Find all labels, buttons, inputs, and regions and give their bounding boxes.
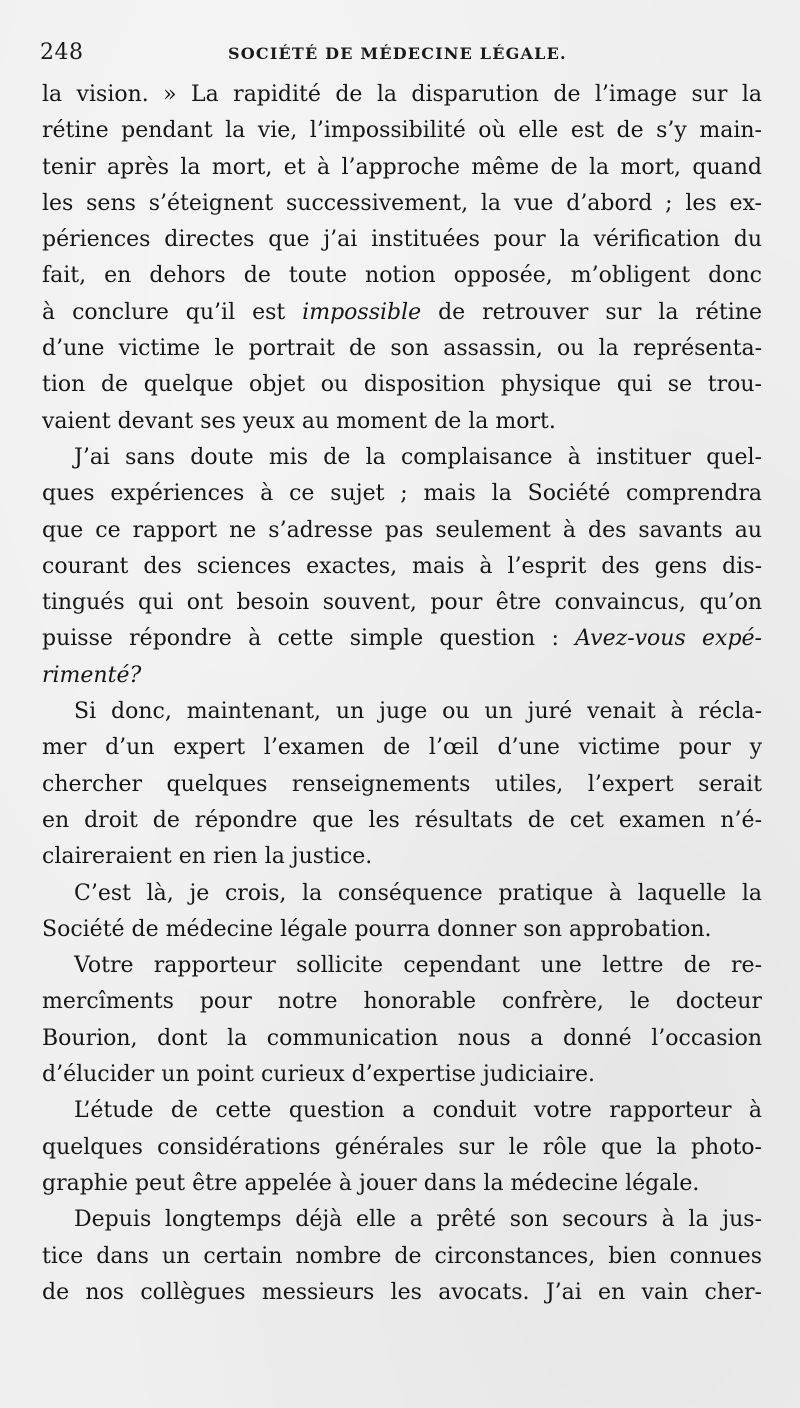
text-line: la vision. » La rapidité de la disparution de l’image sur la <box>42 82 762 107</box>
text-line: Si donc, maintenant, un juge ou un juré venait à récla- <box>74 699 762 725</box>
text-line: claireraient en rien la justice. <box>42 844 373 870</box>
text-line: Société de médecine légale pourra donner son approbation. <box>42 916 712 942</box>
text-line: tice dans un certain nombre de circonstances, bien connues <box>42 1243 762 1269</box>
text-line: fait, en dehors de toute notion opposée, m’obligent donc <box>42 263 762 289</box>
text-line: puisse répondre à cette simple question : Avez-vous expé- <box>42 626 762 652</box>
text-line: les sens s’éteignent successivement, la vue d’abord ; les ex- <box>42 190 762 216</box>
text-line: courant des sciences exactes, mais à l’esprit des gens dis- <box>42 553 762 579</box>
italic-phrase: Avez-vous expé- <box>575 626 762 652</box>
text-line: tion de quelque objet ou disposition physique qui se trou- <box>42 372 762 398</box>
text-line: Votre rapporteur sollicite cependant une lettre de re- <box>74 953 762 979</box>
text-line: mercîments pour notre honorable confrère, le docteur <box>42 989 762 1015</box>
text-line: que ce rapport ne s’adresse pas seulement à des savants au <box>42 517 762 543</box>
text-line: tingués qui ont besoin souvent, pour être convaincus, qu’on <box>42 590 762 616</box>
text-line: Depuis longtemps déjà elle a prêté son secours à la jus- <box>74 1207 762 1233</box>
text-line: d’élucider un point curieux d’expertise judiciaire. <box>42 1062 596 1088</box>
text-line: chercher quelques renseignements utiles, l’expert serait <box>42 771 762 797</box>
page-number: 248 <box>40 40 84 65</box>
body-text <box>42 77 762 1311</box>
text-line <box>42 658 762 694</box>
text-line: d’une victime le portrait de son assassin, ou la représenta- <box>42 336 762 362</box>
text-line: à conclure qu’il est impossible de retrouver sur la rétine <box>42 299 762 325</box>
text-line: quelques considérations générales sur le rôle que la photo- <box>42 1134 762 1160</box>
text-line: périences directes que j’ai instituées pour la vérification du <box>42 227 762 253</box>
text-line: rétine pendant la vie, l’impossibilité où elle est de s’y main- <box>42 118 762 144</box>
text-line: vaient devant ses yeux au moment de la mort. <box>42 408 556 434</box>
page-header <box>40 36 760 76</box>
text-line: ques expériences à ce sujet ; mais la Société comprendra <box>42 481 762 507</box>
text-line: tenir après la mort, et à l’approche même de la mort, quand <box>42 154 762 180</box>
text-line: mer d’un expert l’examen de l’œil d’une victime pour y <box>42 735 762 761</box>
text-line: de nos collègues messieurs les avocats. J’ai en vain cher- <box>42 1279 762 1305</box>
text-line: en droit de répondre que les résultats de cet examen n’é- <box>42 807 762 833</box>
italic-word: impossible <box>302 299 422 325</box>
text-line: C’est là, je crois, la conséquence pratique à laquelle la <box>74 880 762 906</box>
italic-phrase: rimenté? <box>42 662 142 688</box>
text-line: graphie peut être appelée à jouer dans la médecine légale. <box>42 1170 700 1196</box>
text-line: L’étude de cette question a conduit votre rapporteur à <box>74 1098 762 1124</box>
running-head: SOCIÉTÉ DE MÉDECINE LÉGALE. <box>228 44 567 63</box>
text-line: Bourion, dont la communication nous a donné l’occasion <box>42 1025 762 1051</box>
text-line: J’ai sans doute mis de la complaisance à instituer quel- <box>74 444 762 470</box>
